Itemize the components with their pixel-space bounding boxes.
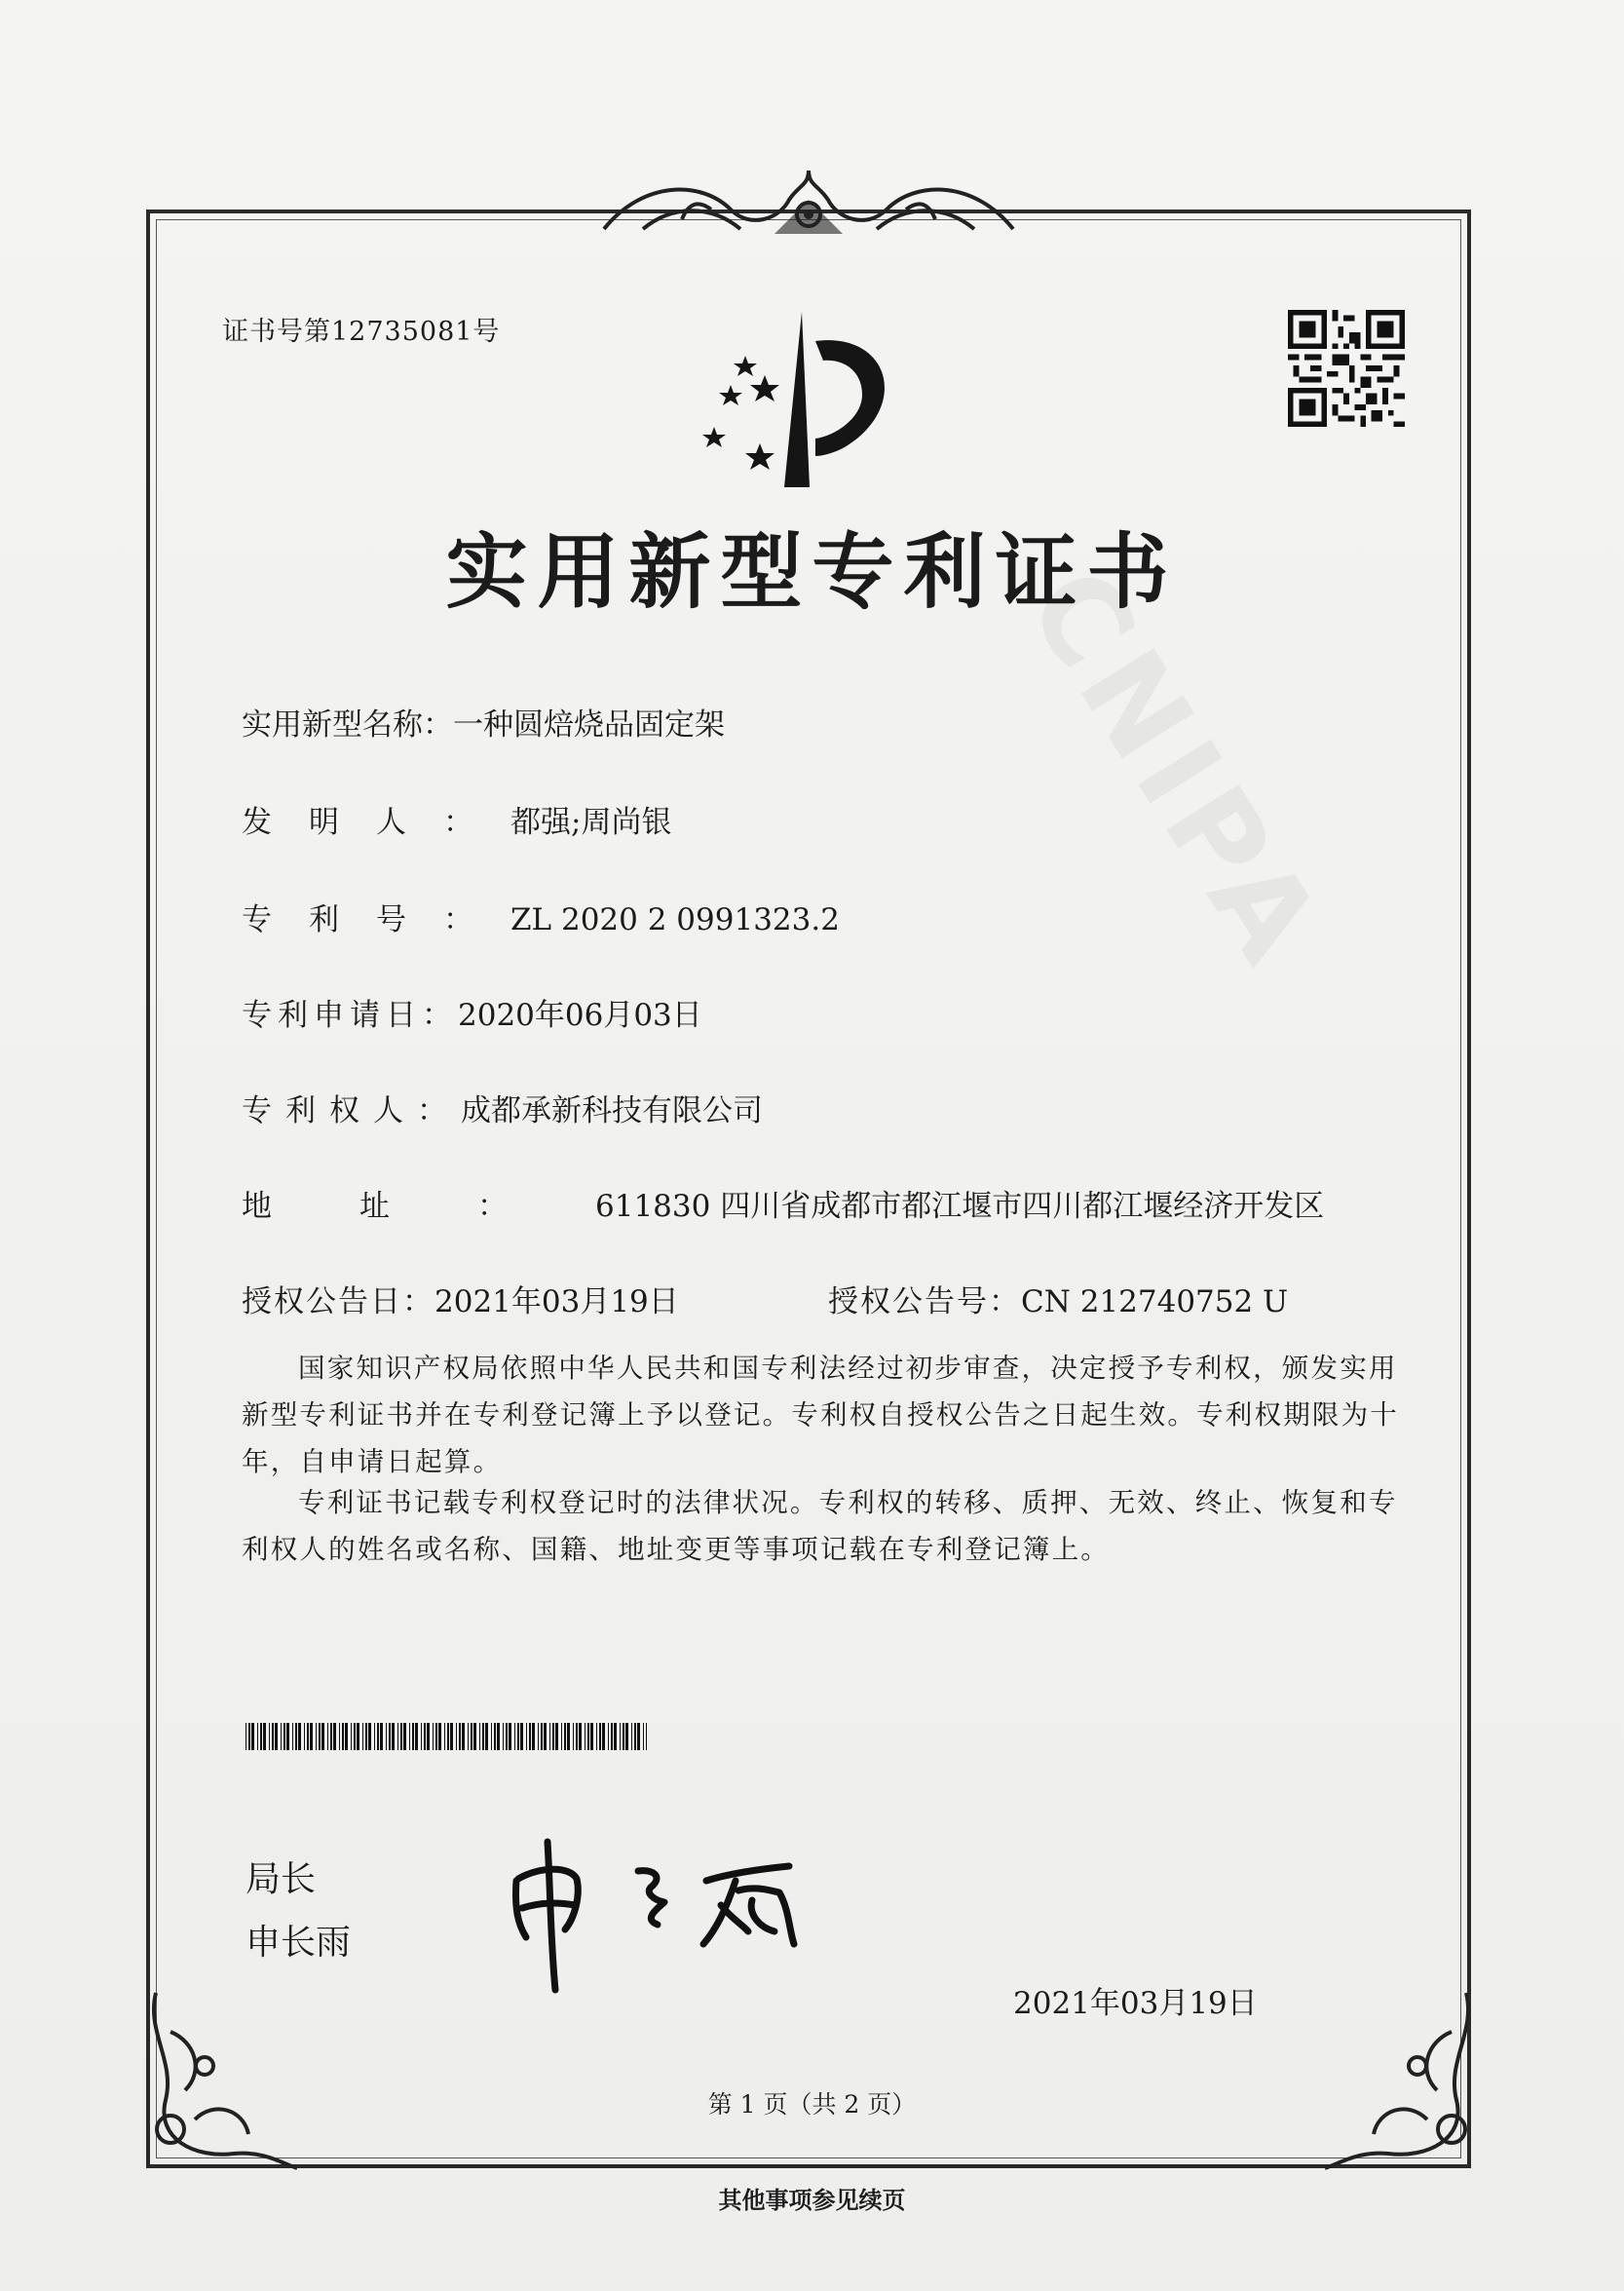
page-number: 第 1 页（共 2 页）	[707, 2090, 917, 2119]
field-value: 611830 四川省成都市都江堰市四川都江堰经济开发区	[595, 1189, 1325, 1224]
paragraph-line: 年，自申请日起算。	[242, 1446, 503, 1477]
field-value: 一种圆焙烧品固定架	[453, 707, 725, 743]
field-label: 授权公告日：	[242, 1284, 434, 1319]
director-name: 申长雨	[245, 1923, 352, 1963]
signature-date: 2021年03月19日	[1013, 1986, 1258, 2021]
field-value: CN 212740752 U	[1021, 1284, 1289, 1319]
field-label: 专利号：	[242, 902, 510, 937]
field-value: 2021年03月19日	[434, 1284, 679, 1319]
field-address	[242, 1181, 1324, 1225]
field-label: 授权公告号：	[828, 1284, 1021, 1319]
field-label: 专利权人：	[242, 1093, 461, 1128]
field-patent-number	[242, 895, 840, 938]
bottom-right-ornament-icon	[1310, 1973, 1486, 2178]
statement-paragraph-1	[242, 1345, 1411, 1485]
paragraph-line: 国家知识产权局依照中华人民共和国专利法经过初步审查，决定授予专利权，颁发实用	[298, 1353, 1398, 1384]
field-value: 都强;周尚银	[510, 805, 672, 840]
statement-paragraph-2	[242, 1479, 1411, 1573]
certificate-number: 证书号第12735081号	[222, 317, 501, 347]
field-label: 发明人：	[242, 805, 510, 840]
watermark-text: CNIPA	[1001, 546, 1350, 993]
top-ornament-icon	[585, 161, 1033, 248]
field-label: 实用新型名称：	[242, 707, 453, 743]
continued-note: 其他事项参见续页	[718, 2186, 906, 2214]
field-patentee	[242, 1086, 763, 1129]
field-value: 成都承新科技有限公司	[461, 1093, 763, 1128]
field-utility-model-name	[242, 700, 725, 744]
certificate-title: 实用新型专利证书	[445, 524, 1179, 620]
paragraph-line: 专利证书记载专利权登记时的法律状况。专利权的转移、质押、无效、终止、恢复和专	[298, 1487, 1398, 1518]
field-filing-date	[242, 990, 702, 1034]
director-title: 局长	[245, 1859, 317, 1899]
field-grant-number	[828, 1277, 1288, 1320]
field-label: 地址：	[242, 1189, 595, 1224]
field-label: 专利申请日：	[242, 998, 458, 1033]
director-signature	[497, 1822, 848, 1998]
bottom-left-ornament-icon	[136, 1973, 312, 2178]
barcode-icon	[245, 1723, 647, 1750]
qr-code-icon	[1288, 310, 1405, 427]
field-value: 2020年06月03日	[458, 998, 702, 1033]
field-grant-date	[242, 1277, 679, 1320]
paragraph-line: 利权人的姓名或名称、国籍、地址变更等事项记载在专利登记簿上。	[242, 1534, 1110, 1565]
cnipa-emblem-icon	[687, 302, 930, 497]
field-value: ZL 2020 2 0991323.2	[510, 902, 840, 937]
paragraph-line: 新型专利证书并在专利登记簿上予以登记。专利权自授权公告之日起生效。专利权期限为十	[242, 1399, 1399, 1431]
field-inventor	[242, 797, 671, 841]
